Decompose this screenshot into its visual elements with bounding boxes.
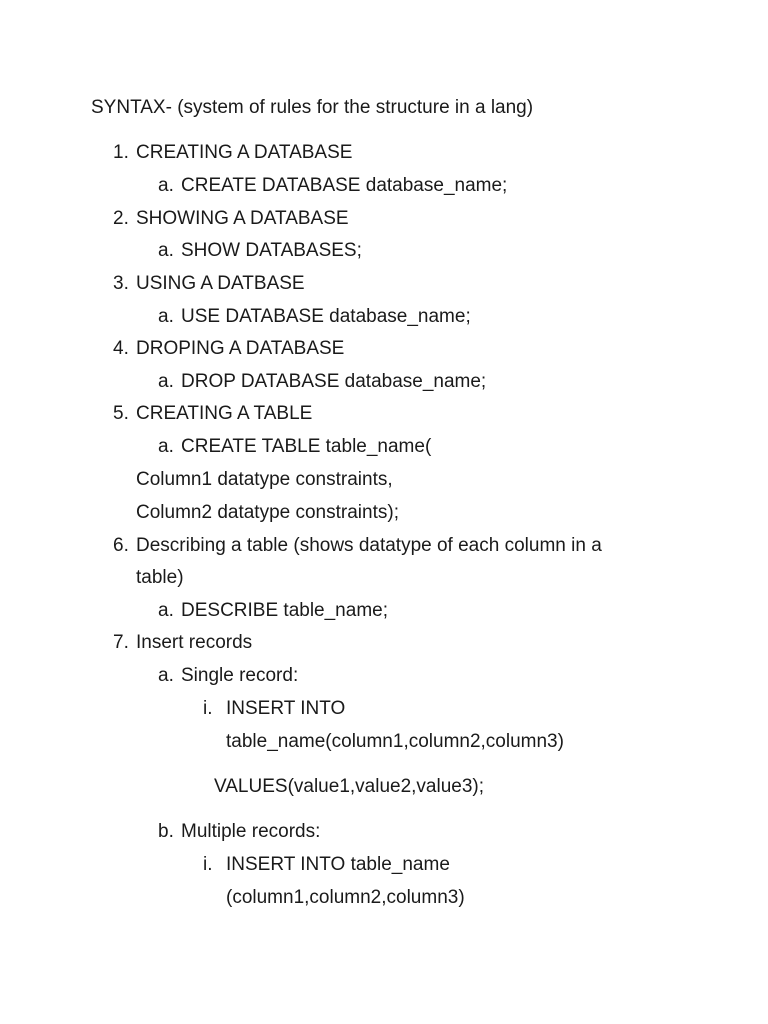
item-text: SHOWING A DATABASE: [136, 208, 349, 229]
subsubitem-text: table_name(column1,column2,column3): [226, 731, 564, 752]
subitem-text: SHOW DATABASES;: [181, 240, 362, 261]
list-subsubitem-7bi-continuation: [226, 886, 465, 910]
subitem-letter: a.: [158, 436, 174, 457]
list-subitem-5a: [158, 435, 432, 459]
code-text: Column2 datatype constraints);: [136, 502, 399, 523]
item-number: 6.: [113, 535, 129, 556]
list-subitem-2a: [158, 239, 362, 263]
item-text: CREATING A TABLE: [136, 403, 313, 424]
item-text: table): [136, 567, 184, 588]
subsubitem-roman: i.: [203, 698, 213, 719]
list-item-4: [113, 337, 345, 361]
item-text: USING A DATBASE: [136, 273, 305, 294]
item-number: 4.: [113, 338, 129, 359]
list-item-5: [113, 402, 313, 426]
item-number: 7.: [113, 632, 129, 653]
subitem-text: CREATE DATABASE database_name;: [181, 175, 508, 196]
subitem-letter: a.: [158, 600, 174, 621]
subitem-letter: a.: [158, 175, 174, 196]
list-subsubitem-7ai-continuation: [226, 730, 564, 754]
subitem-letter: b.: [158, 821, 174, 842]
list-item-2: [113, 207, 349, 231]
item-number: 3.: [113, 273, 129, 294]
list-subitem-7a: [158, 664, 299, 688]
subsubitem-roman: i.: [203, 854, 213, 875]
item-text: CREATING A DATABASE: [136, 142, 353, 163]
subsubitem-text: (column1,column2,column3): [226, 887, 465, 908]
list-subitem-4a: [158, 370, 487, 394]
list-subitem-6a: [158, 599, 388, 623]
item-number: 1.: [113, 142, 129, 163]
list-subitem-3a: [158, 305, 471, 329]
code-line-column1: [136, 468, 393, 492]
item-number: 5.: [113, 403, 129, 424]
subitem-text: Single record:: [181, 665, 299, 686]
item-text: Insert records: [136, 632, 253, 653]
list-subsubitem-7ai: [203, 697, 346, 721]
subitem-text: DESCRIBE table_name;: [181, 600, 388, 621]
list-item-3: [113, 272, 305, 296]
subsubitem-text: INSERT INTO: [226, 698, 346, 719]
subitem-letter: a.: [158, 371, 174, 392]
subitem-text: USE DATABASE database_name;: [181, 306, 471, 327]
heading-text: SYNTAX- (system of rules for the structure in a lang): [91, 97, 534, 118]
document-heading: [91, 96, 533, 120]
list-item-6: [113, 534, 602, 558]
subsubitem-text: INSERT INTO table_name: [226, 854, 450, 875]
code-text: VALUES(value1,value2,value3);: [214, 776, 485, 797]
item-text: DROPING A DATABASE: [136, 338, 345, 359]
code-text: Column1 datatype constraints,: [136, 469, 393, 490]
item-number: 2.: [113, 208, 129, 229]
list-item-6-continuation: [136, 566, 184, 590]
subitem-letter: a.: [158, 306, 174, 327]
subitem-text: Multiple records:: [181, 821, 321, 842]
list-subsubitem-7bi: [203, 853, 450, 877]
list-subitem-7b: [158, 820, 321, 844]
item-text: Describing a table (shows datatype of each column in a: [136, 535, 602, 556]
subitem-text: DROP DATABASE database_name;: [181, 371, 487, 392]
subitem-text: CREATE TABLE table_name(: [181, 436, 432, 457]
subitem-letter: a.: [158, 240, 174, 261]
subitem-letter: a.: [158, 665, 174, 686]
code-line-column2: [136, 501, 399, 525]
list-item-7: [113, 631, 253, 655]
list-item-1: [113, 141, 353, 165]
code-line-values: [214, 775, 484, 799]
list-subitem-1a: [158, 174, 508, 198]
